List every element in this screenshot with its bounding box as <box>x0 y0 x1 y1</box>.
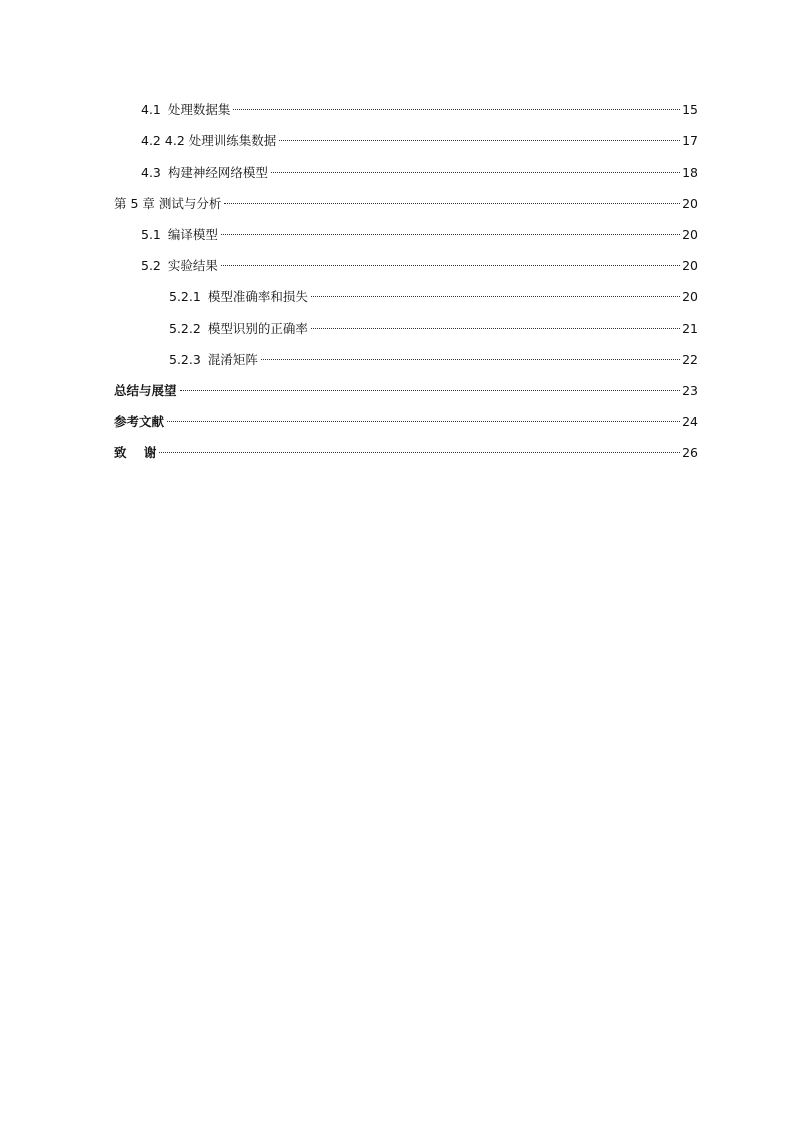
toc-entry-title: 实验结果 <box>167 258 218 273</box>
toc-entry-page: 21 <box>682 321 698 336</box>
toc-entry-page: 15 <box>682 102 698 117</box>
toc-entry-5-2-2[interactable] <box>169 319 698 339</box>
toc-entry-title: 构建神经网络模型 <box>167 165 268 180</box>
toc-dot-leader <box>224 203 680 204</box>
toc-entry-4-3[interactable] <box>141 163 698 183</box>
toc-entry-number: 5.2 <box>141 258 161 273</box>
toc-entry-page: 20 <box>682 196 698 211</box>
toc-dot-leader <box>311 296 680 297</box>
toc-entry-page: 20 <box>682 258 698 273</box>
toc-entry-title: 参考文献 <box>114 414 165 429</box>
toc-entry-page: 18 <box>682 165 698 180</box>
toc-dot-leader <box>221 234 680 235</box>
toc-entry-page: 22 <box>682 352 698 367</box>
toc-dot-leader <box>159 452 680 453</box>
toc-dot-leader <box>311 328 680 329</box>
toc-entry-number: 5.1 <box>141 227 161 242</box>
toc-entry-number: 5.2.3 <box>169 352 201 367</box>
toc-entry-summary[interactable] <box>114 381 698 401</box>
toc-entry-title: 模型识别的正确率 <box>207 321 308 336</box>
toc-entry-number: 5.2.1 <box>169 289 201 304</box>
toc-entry-title: 混淆矩阵 <box>207 352 258 367</box>
toc-entry-number: 5.2.2 <box>169 321 201 336</box>
toc-entry-page: 20 <box>682 289 698 304</box>
toc-entry-page: 20 <box>682 227 698 242</box>
toc-dot-leader <box>279 140 680 141</box>
toc-entry-references[interactable] <box>114 412 698 432</box>
toc-entry-number: 4.2 <box>141 133 161 148</box>
toc-entry-page: 17 <box>682 133 698 148</box>
toc-entry-title: 第 5 章 测试与分析 <box>114 196 222 211</box>
toc-entry-page: 26 <box>682 445 698 460</box>
toc-entry-5-2[interactable] <box>141 256 698 276</box>
toc-entry-title: 处理数据集 <box>167 102 231 117</box>
toc-entry-number: 4.3 <box>141 165 161 180</box>
toc-dot-leader <box>180 390 681 391</box>
toc-dot-leader <box>167 421 680 422</box>
toc-entry-4-2[interactable] <box>141 131 698 151</box>
toc-entry-page: 23 <box>682 383 698 398</box>
toc-entry-5-2-3[interactable] <box>169 350 698 370</box>
toc-entry-title: 4.2 处理训练集数据 <box>164 133 277 148</box>
toc-entry-5-1[interactable] <box>141 225 698 245</box>
toc-dot-leader <box>233 109 680 110</box>
toc-entry-title: 致 谢 <box>114 445 157 460</box>
toc-entry-title: 总结与展望 <box>114 383 177 398</box>
toc-entry-title: 编译模型 <box>167 227 218 242</box>
toc-entry-5-2-1[interactable] <box>169 287 698 307</box>
toc-entry-page: 24 <box>682 414 698 429</box>
toc-entry-chapter-5[interactable] <box>114 194 698 214</box>
toc-dot-leader <box>221 265 680 266</box>
toc-entry-4-1[interactable] <box>141 100 698 120</box>
toc-entry-number: 4.1 <box>141 102 161 117</box>
toc-dot-leader <box>271 172 680 173</box>
toc-entry-acknowledgements[interactable] <box>114 443 698 463</box>
toc-dot-leader <box>261 359 680 360</box>
toc-entry-title: 模型准确率和损失 <box>207 289 308 304</box>
